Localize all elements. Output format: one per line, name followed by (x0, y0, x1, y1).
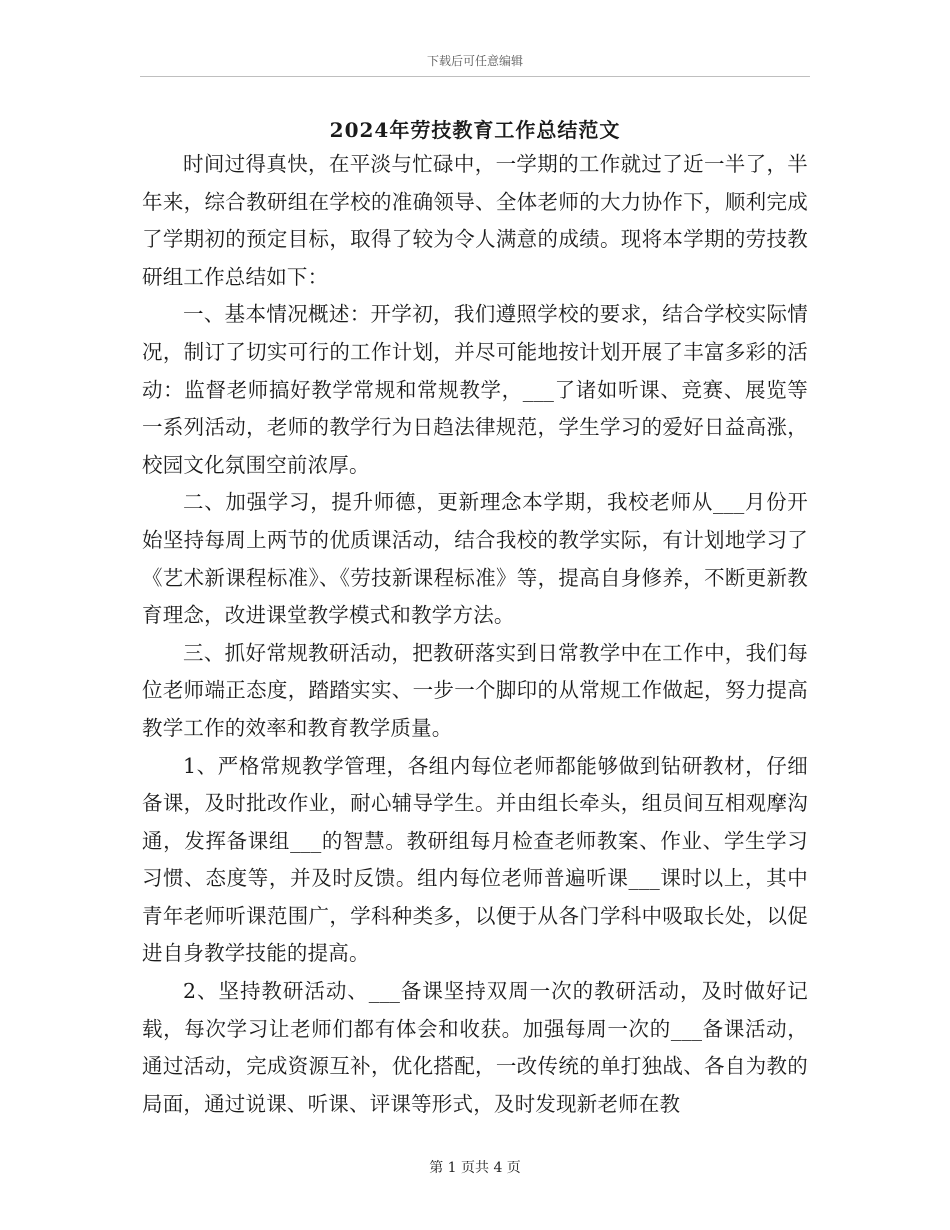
paragraph-section-3: 三、抓好常规教研活动，把教研落实到日常教学中在工作中，我们每位老师端正态度，踏踏实实、一步一个脚印的从常规工作做起，努力提高教学工作的效率和教育教学质量。 (142, 640, 808, 740)
paragraph-section-2: 二、加强学习，提升师德，更新理念本学期，我校老师从___月份开始坚持每周上两节的优质课活动，结合我校的教学实际，有计划地学习了《艺术新课程标准》、《劳技新课程标准》等，提高自身修养，不断更新教育理念，改进课堂教学模式和教学方法。 (142, 490, 808, 628)
page-number: 第 1 页共 4 页 (429, 1160, 521, 1176)
paragraph-intro: 时间过得真快，在平淡与忙碌中，一学期的工作就过了近一半了，半年来，综合教研组在学校的准确领导、全体老师的大力协作下，顺利完成了学期初的预定目标，取得了较为令人满意的成绩。现将本学期的劳技教研组工作总结如下： (142, 152, 808, 289)
paragraph-section-1: 一、基本情况概述：开学初，我们遵照学校的要求，结合学校实际情况，制订了切实可行的工作计划，并尽可能地按计划开展了丰富多彩的活动：监督老师搞好教学常规和常规教学，___了诸如听课、竞赛、展览等一系列活动，老师的教学行为日趋法律规范，学生学习的爱好日益高涨，校园文化氛围空前浓厚。 (142, 302, 808, 477)
document-title: 2024年劳技教育工作总结范文 (329, 118, 621, 142)
header-note: 下载后可任意编辑 (426, 54, 523, 68)
paragraph-item-2: 2、坚持教研活动、___备课坚持双周一次的教研活动，及时做好记载，每次学习让老师们都有体会和收获。加强每周一次的___备课活动，通过活动，完成资源互补，优化搭配，一改传统的单打独战、各自为教的局面，通过说课、听课、评课等形式，及时发现新老师在教 (142, 979, 808, 1116)
header-divider (140, 76, 810, 77)
paragraph-item-1: 1、严格常规教学管理，各组内每位老师都能够做到钻研教材，仔细备课，及时批改作业，耐心辅导学生。并由组长牵头，组员间互相观摩沟通，发挥备课组___的智慧。教研组每月检查老师教案、作业、学生学习习惯、态度等，并及时反馈。组内每位老师普遍听课___课时以上，其中青年老师听课范围广，学科种类多，以便于从各门学科中吸取长处，以促进自身教学技能的提高。 (142, 753, 808, 966)
document-body (142, 146, 808, 1123)
